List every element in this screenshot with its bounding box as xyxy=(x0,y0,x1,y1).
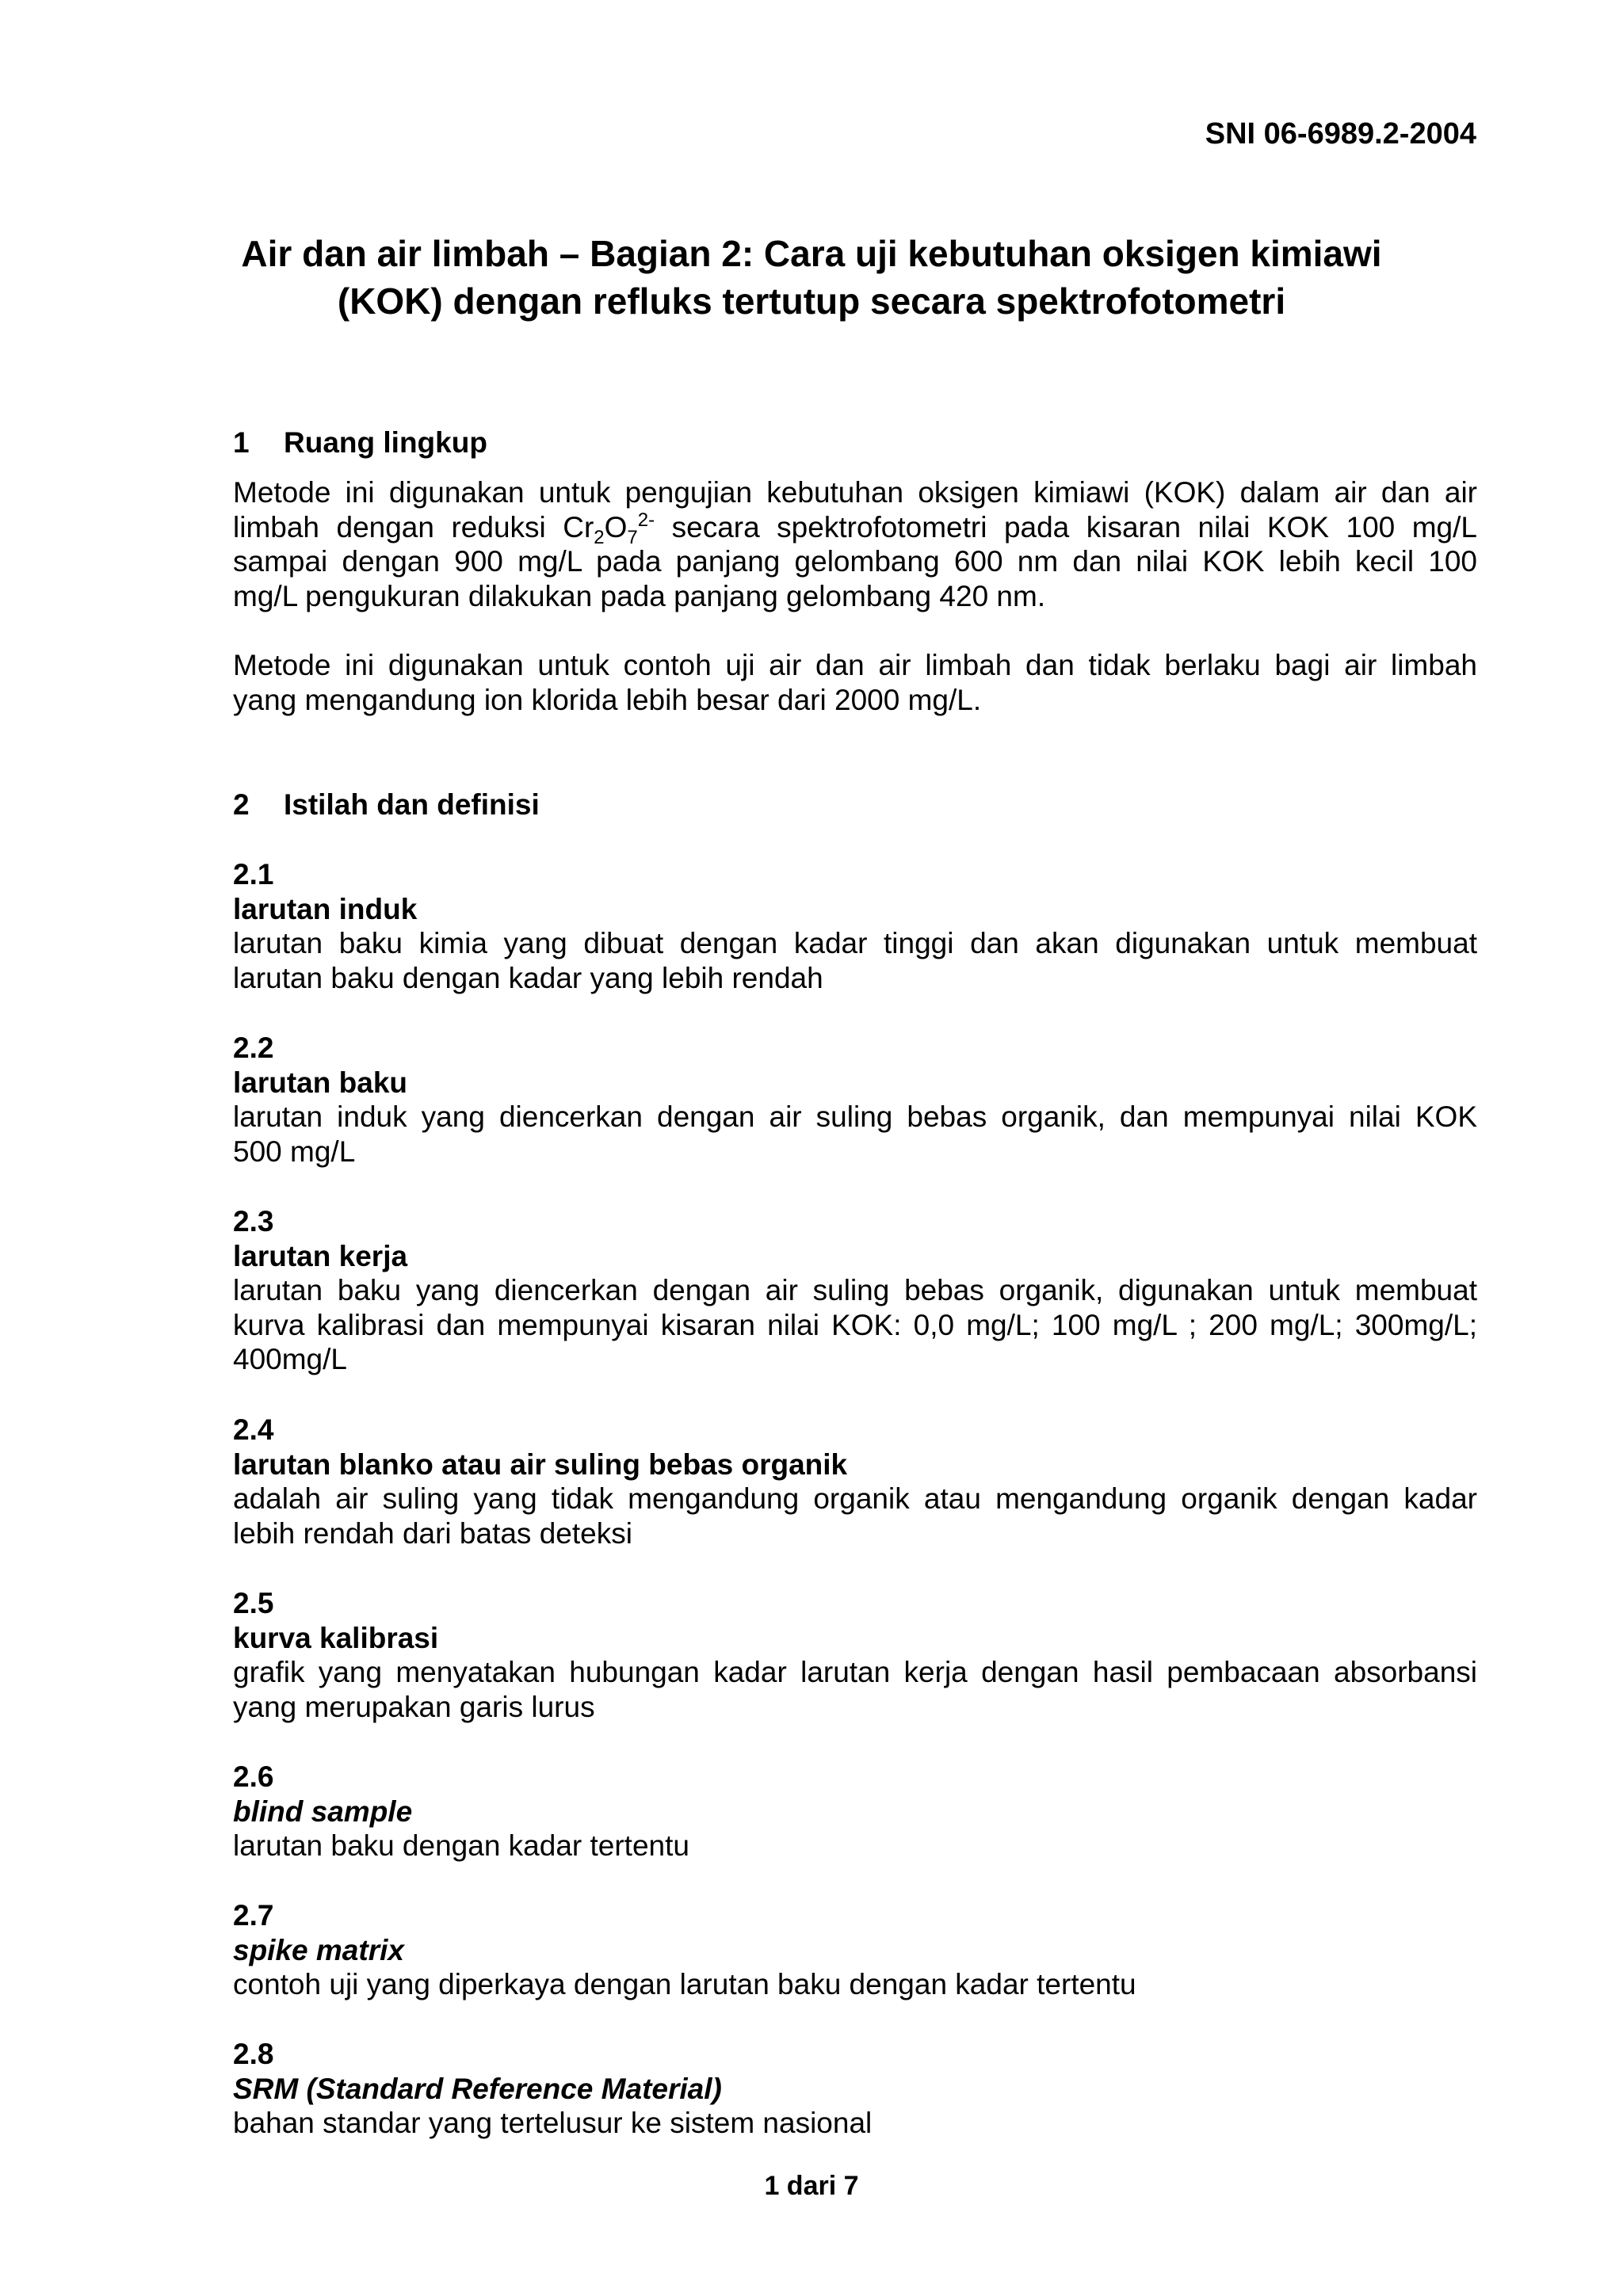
formula-subscript: 2 xyxy=(594,526,605,548)
definition-term: larutan baku xyxy=(233,1066,407,1099)
formula-subscript: 7 xyxy=(627,526,638,548)
scope-paragraph-1 xyxy=(233,475,1477,613)
definition-text: larutan baku dengan kadar tertentu xyxy=(233,1829,689,1862)
definition-2-2 xyxy=(233,1031,1477,1169)
definition-number: 2.1 xyxy=(233,858,274,891)
definition-number: 2.4 xyxy=(233,1413,274,1446)
formula-superscript: 2- xyxy=(637,509,655,531)
section-title: Ruang lingkup xyxy=(284,426,487,459)
definition-text: bahan standar yang tertelusur ke sistem nasional xyxy=(233,2107,873,2139)
paragraph-line: yang mengandung ion klorida lebih besar dari 2000 mg/L. xyxy=(233,683,982,716)
definition-term: kurva kalibrasi xyxy=(233,1621,439,1654)
definition-2-1 xyxy=(233,857,1477,995)
definition-text: larutan baku yang diencerkan dengan air suling bebas organik, digunakan untuk membuat kurva kalibrasi dan mempunyai kisaran nilai KOK: 0,0 mg/L; 100 mg/L ; 200 mg/L; 300mg/L; 400mg/L xyxy=(233,1274,1477,1375)
definition-term: spike matrix xyxy=(233,1933,404,1966)
scope-paragraph-2 xyxy=(233,648,1477,717)
section-number: 1 xyxy=(233,426,250,459)
definition-term: larutan blanko atau air suling bebas organik xyxy=(233,1447,848,1481)
paragraph-line: mg/L pengukuran dilakukan pada panjang gelombang 420 nm. xyxy=(233,579,1046,612)
definition-2-7 xyxy=(233,1898,1477,2002)
section-1-heading xyxy=(233,426,487,460)
paragraph-line: Metode ini digunakan untuk pengujian kebutuhan oksigen kimiawi (KOK) dalam air dan air xyxy=(233,476,1477,509)
paragraph-line: sampai dengan 900 mg/L pada panjang gelombang 600 nm dan nilai KOK lebih kecil 100 xyxy=(233,545,1477,578)
definition-text: larutan induk yang diencerkan dengan air suling bebas organik, dan mempunyai nilai KOK 500 mg/L xyxy=(233,1100,1477,1168)
definition-number: 2.6 xyxy=(233,1760,274,1793)
definition-term: blind sample xyxy=(233,1794,413,1828)
page-number: 1 dari 7 xyxy=(764,2171,859,2201)
definition-number: 2.8 xyxy=(233,2038,274,2070)
definition-number: 2.5 xyxy=(233,1587,274,1619)
paragraph-line: Metode ini digunakan untuk contoh uji air dan air limbah dan tidak berlaku bagi air limbah xyxy=(233,649,1477,681)
definition-2-8 xyxy=(233,2037,1477,2141)
definition-term: larutan induk xyxy=(233,892,418,925)
document-code: SNI 06-6989.2-2004 xyxy=(1205,117,1476,151)
title-line-1: Air dan air limbah – Bagian 2: Cara uji kebutuhan oksigen kimiawi xyxy=(241,233,1382,274)
definition-text: larutan baku kimia yang dibuat dengan kadar tinggi dan akan digunakan untuk membuat larutan baku dengan kadar yang lebih rendah xyxy=(233,927,1477,994)
section-2-heading xyxy=(233,788,540,822)
definition-term: larutan kerja xyxy=(233,1239,408,1272)
definition-2-6 xyxy=(233,1760,1477,1863)
definition-text: grafik yang menyatakan hubungan kadar larutan kerja dengan hasil pembacaan absorbansi yang merupakan garis lurus xyxy=(233,1656,1477,1723)
definition-text: adalah air suling yang tidak mengandung organik atau mengandung organik dengan kadar lebih rendah dari batas deteksi xyxy=(233,1482,1477,1550)
section-title: Istilah dan definisi xyxy=(284,788,540,821)
section-number: 2 xyxy=(233,788,250,821)
document-title xyxy=(158,230,1465,325)
definition-text: contoh uji yang diperkaya dengan larutan baku dengan kadar tertentu xyxy=(233,1968,1136,2000)
definition-number: 2.7 xyxy=(233,1899,274,1932)
definition-2-3 xyxy=(233,1204,1477,1377)
definition-term: SRM (Standard Reference Material) xyxy=(233,2072,722,2105)
definition-2-5 xyxy=(233,1586,1477,1724)
definition-number: 2.3 xyxy=(233,1205,274,1238)
definition-number: 2.2 xyxy=(233,1032,274,1064)
paragraph-line-formula: limbah dengan reduksi $Cr_2O_7^{2-}$ secara spektrofotometri pada kisaran nilai KOK 100 mg/L xyxy=(233,509,1477,548)
title-line-2: (KOK) dengan refluks tertutup secara spektrofotometri xyxy=(337,280,1286,322)
definition-2-4 xyxy=(233,1413,1477,1550)
